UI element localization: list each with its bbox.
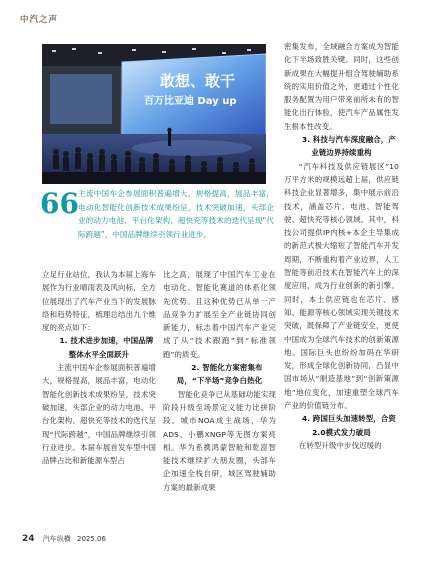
section-header: 中汽之声 bbox=[20, 15, 59, 25]
column-2 bbox=[163, 268, 276, 494]
column-1 bbox=[42, 268, 156, 467]
paragraph: 主流中国车企参展面积普遍增大，规格提高，展品丰富，电动化智能化创新技术成果纷呈，技术突破加速，头部企业的动力电池、平台化架构、超快充等技术的迭代呈现“代际跨越”，中国品牌继续引领行业进步。本届车展首发车型中国品牌占比和新能源车型占 bbox=[42, 363, 156, 466]
quote-mark-icon: 66 bbox=[40, 187, 79, 220]
page-footer bbox=[22, 534, 106, 544]
page-number: 24 bbox=[22, 534, 35, 544]
magazine-name: 汽车纵横 bbox=[42, 535, 71, 543]
paragraph: 密集发布，全域融合方案成为智能化下半场致胜关键。同时，这些创新成果在大幅提升组合驾驶辅助系统的实用价值之外，更通过个性化服务配置为用户带来前所未有的智能化出行体验，使汽车产品属性发生根本性改变。 bbox=[284, 42, 399, 131]
banner-line1: 敢想、敢干 bbox=[160, 72, 236, 90]
auto-show-photo bbox=[42, 44, 266, 184]
issue-number: 2025.06 bbox=[77, 535, 106, 543]
photo-illustration bbox=[42, 44, 266, 184]
paragraph: 智能化竞争已从基础功能实现阶段升级至场景定义能力比拼阶段。城市NOA成主战场，华为ADS、小鹏XNGP等无图方案亮相。华为系携鸿蒙智舱和乾崑智能技术继续扩大朋友圈，头部车企加速全栈自研，城区驾驶辅助方案的最新成果 bbox=[163, 389, 276, 492]
pull-quote-text: 主流中国车企参展面积普遍增大，规格提高，展品丰富，电动化智能化创新技术成果纷呈，技术突破加速，头部企业的动力电池、平台化架构、超快充等技术的迭代呈现“代际跨越”，中国品牌继续引领行业进步。 bbox=[78, 189, 274, 239]
heading-4: 4. 跨国巨头加速转型，合资2.0模式发力破局 bbox=[301, 414, 396, 437]
paragraph: 比之高，展现了中国汽车工业在电动化、智能化赛道的体系化领先优势。且这种优势已从单一产品竞争力扩展至全产业链协同创新能力，标志着中国汽车产业完成了从“技术跟跑”到“标准领跑”的质变。 bbox=[163, 270, 276, 359]
pull-quote bbox=[78, 187, 274, 241]
paragraph: 在转型升级中步伐迟缓的 bbox=[298, 440, 382, 450]
heading-3: 3. 科技与汽车深度融合，产业链边界持续重构 bbox=[301, 135, 396, 158]
intro-paragraph: 立足行业站位，我认为本届上海车展作为行业晴雨表及风向标，全方位展现出了汽车产业当下的发展脉络和趋势特征，梳理总结出九个维度的亮点如下： bbox=[42, 270, 156, 333]
column-3 bbox=[284, 40, 399, 452]
heading-1: 1. 技术进步加速，中国品牌整体水平全面跃升 bbox=[59, 336, 154, 359]
banner-line2: 百万比亚迪 Day up bbox=[144, 96, 237, 107]
paragraph: “汽车科技及供应链展区”10万平方米的规模远超上届，供应链科技企业显著增多，集中展示前沿技术，涵盖芯片、电池、智能驾驶、超快充等核心领域。其中，科技公司提供IP内核+本企主导集成的新范式极大缩短了智能汽车开发周期，不断重构着产业边界，人工智能等前沿技术在智能汽车上的深度应用，成为行业创新的新引擎。同时，本土供应链也在芯片、感知、能源等核心领域实现关键技术突破，既保障了产业链安全，更使中国成为全球汽车技术的创新策源地。国际巨头也纷纷加码在华研发，形成全球化创新协同，凸显中国市场从“制造基地”到“创新策源地”地位变化，加速重塑全球汽车产业的价值链分布。 bbox=[284, 161, 399, 411]
heading-2: 2. 智能化方案密集布局，“下半场”竞争白热化 bbox=[176, 363, 263, 386]
